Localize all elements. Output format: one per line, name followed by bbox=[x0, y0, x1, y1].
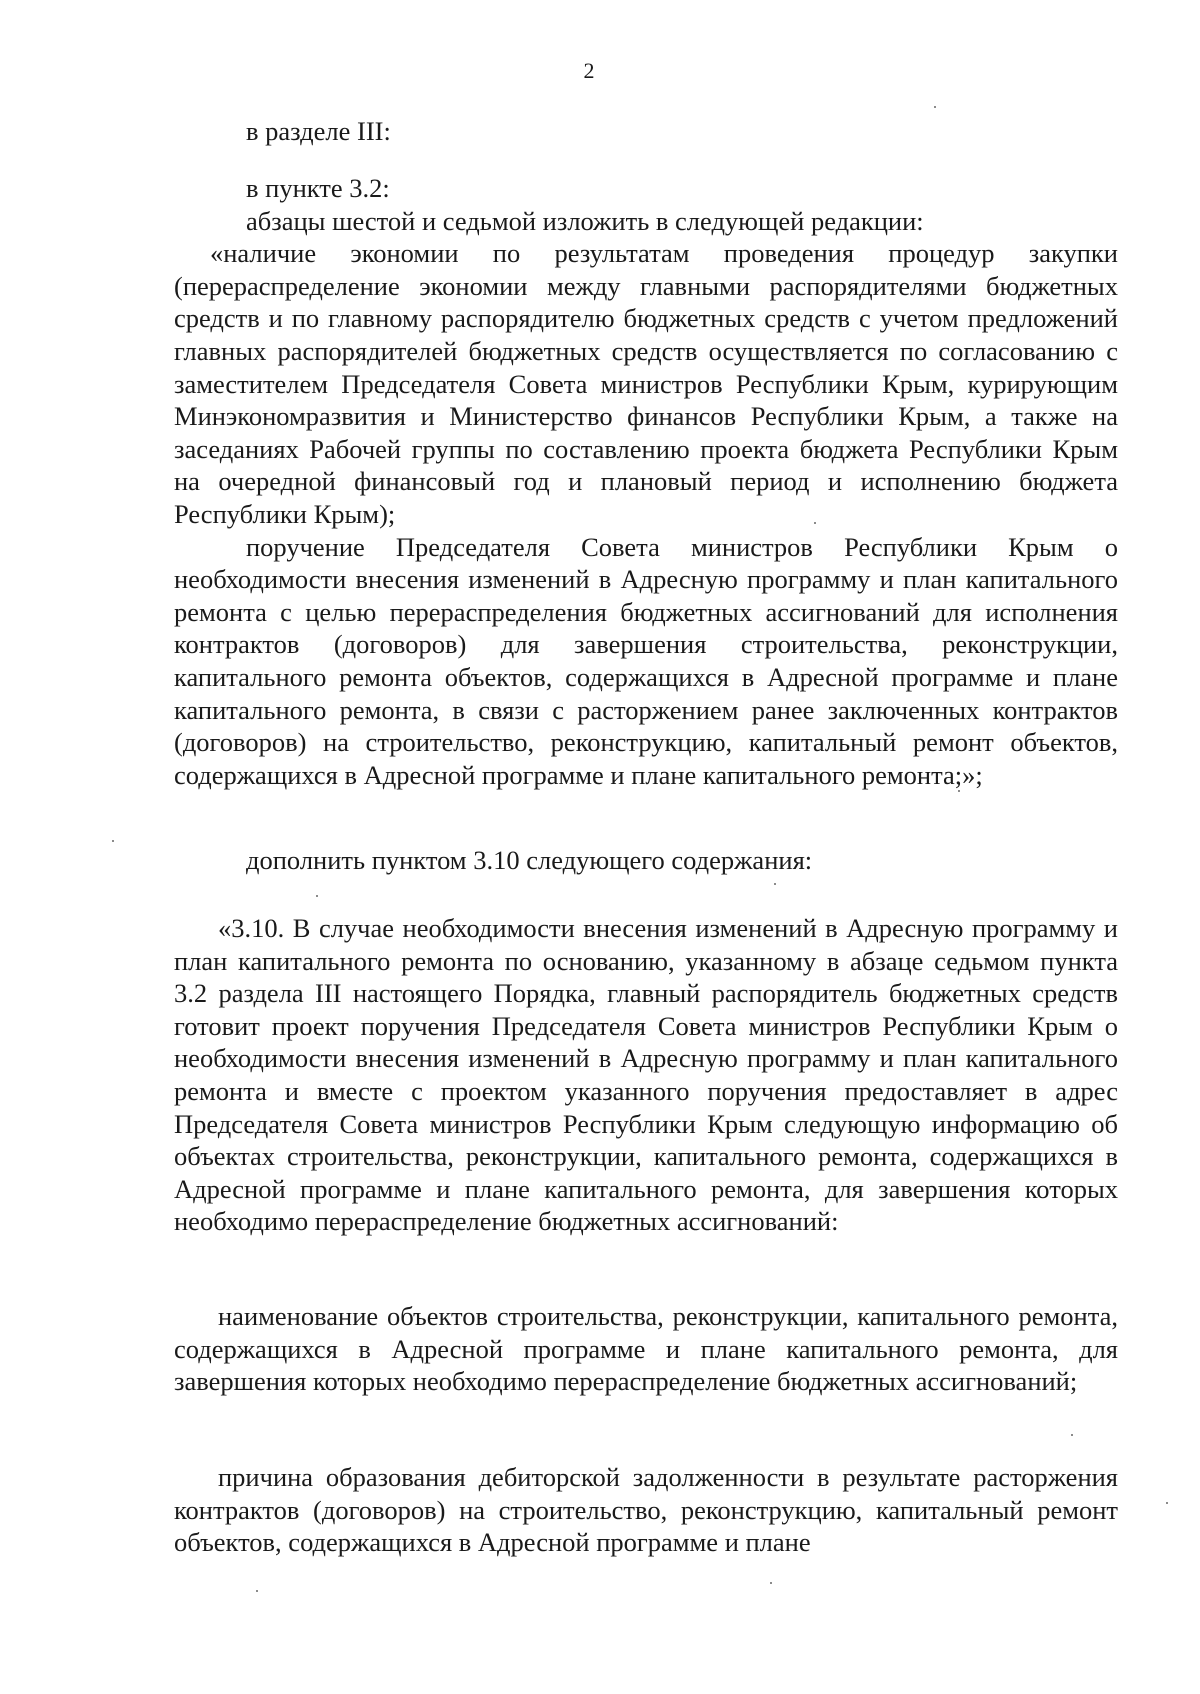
scan-speck bbox=[316, 895, 318, 897]
paragraph: дополнить пунктом 3.10 следующего содержания: bbox=[246, 845, 813, 875]
paragraph: в разделе III: bbox=[246, 116, 391, 146]
paragraph-debt-reason bbox=[174, 1461, 1118, 1559]
scan-speck bbox=[770, 1582, 772, 1584]
paragraph-object-names bbox=[174, 1300, 1118, 1398]
scan-speck bbox=[256, 1590, 258, 1592]
paragraph: «3.10. В случае необходимости внесения изменений в Адресную программу и план капитального ремонта по основанию, указанному в абзаце седьмом пункта 3.2 раздела III настоящего Порядка, главный распорядитель бюджетных средств готовит проект поручения Председателя Совета министров Республики Крым о необходимости внесения изменений в Адресную программу и план капитального ремонта и вместе с проектом указанного поручения предоставляет в адрес Председателя Совета министров Республики Крым следующую информацию об объектах строительства, реконструкции, капитального ремонта, содержащихся в Адресной программе и плане капитального ремонта, для завершения которых необходимо перераспределение бюджетных ассигнований: bbox=[174, 913, 1118, 1237]
scan-speck bbox=[112, 840, 114, 842]
scan-speck bbox=[1166, 1502, 1168, 1504]
scan-speck bbox=[774, 883, 776, 885]
paragraph: причина образования дебиторской задолженности в результате расторжения контрактов (договоров) на строительство, реконструкцию, капитальный ремонт объектов, содержащихся в Адресной программе и плане bbox=[174, 1462, 1118, 1558]
paragraph: поручение Председателя Совета министров Республики Крым о необходимости внесения изменений в Адресную программу и план капитального ремонта с целью перераспределения бюджетных ассигнований для исполнения контрактов (договоров) для завершения строительства, реконструкции, капитального ремонта объектов, содержащихся в Адресной программе и плане капитального ремонта, в связи с расторжением ранее заключенных контрактов (договоров) на строительство, реконструкцию, капитальный ремонт объектов, содержащихся в Адресной программе и плане капитального ремонта;»; bbox=[174, 531, 1118, 790]
paragraph-group-amendment bbox=[174, 172, 1118, 791]
scan-speck bbox=[1071, 1434, 1073, 1436]
page-number: 2 bbox=[583, 58, 595, 83]
paragraph-section-heading bbox=[174, 115, 1118, 148]
scan-speck bbox=[934, 106, 936, 108]
paragraph-addition bbox=[174, 844, 1118, 877]
scan-speck bbox=[814, 522, 816, 524]
paragraph: абзацы шестой и седьмой изложить в следующей редакции: bbox=[246, 205, 924, 236]
paragraph-item-3-10 bbox=[174, 912, 1118, 1238]
paragraph: «наличие экономии по результатам проведения процедур закупки (перераспределение экономии между главными распорядителями бюджетных средств и по главному распорядителю бюджетных средств с учетом предложений главных распорядителей бюджетных средств осуществляется по согласованию с заместителем Председателя Совета министров Республики Крым, курирующим Минэкономразвития и Министерство финансов Республики Крым, а также на заседаниях Рабочей группы по составлению проекта бюджета Республики Крым на очередной финансовый год и плановый период и исполнению бюджета Республики Крым); bbox=[174, 238, 1118, 529]
paragraph: в пункте 3.2: bbox=[246, 173, 390, 203]
scan-speck bbox=[958, 790, 960, 792]
paragraph: наименование объектов строительства, реконструкции, капитального ремонта, содержащихся в Адресной программе и плане капитального ремонта, для завершения которых необходимо перераспределение бюджетных ассигнований; bbox=[174, 1301, 1118, 1397]
